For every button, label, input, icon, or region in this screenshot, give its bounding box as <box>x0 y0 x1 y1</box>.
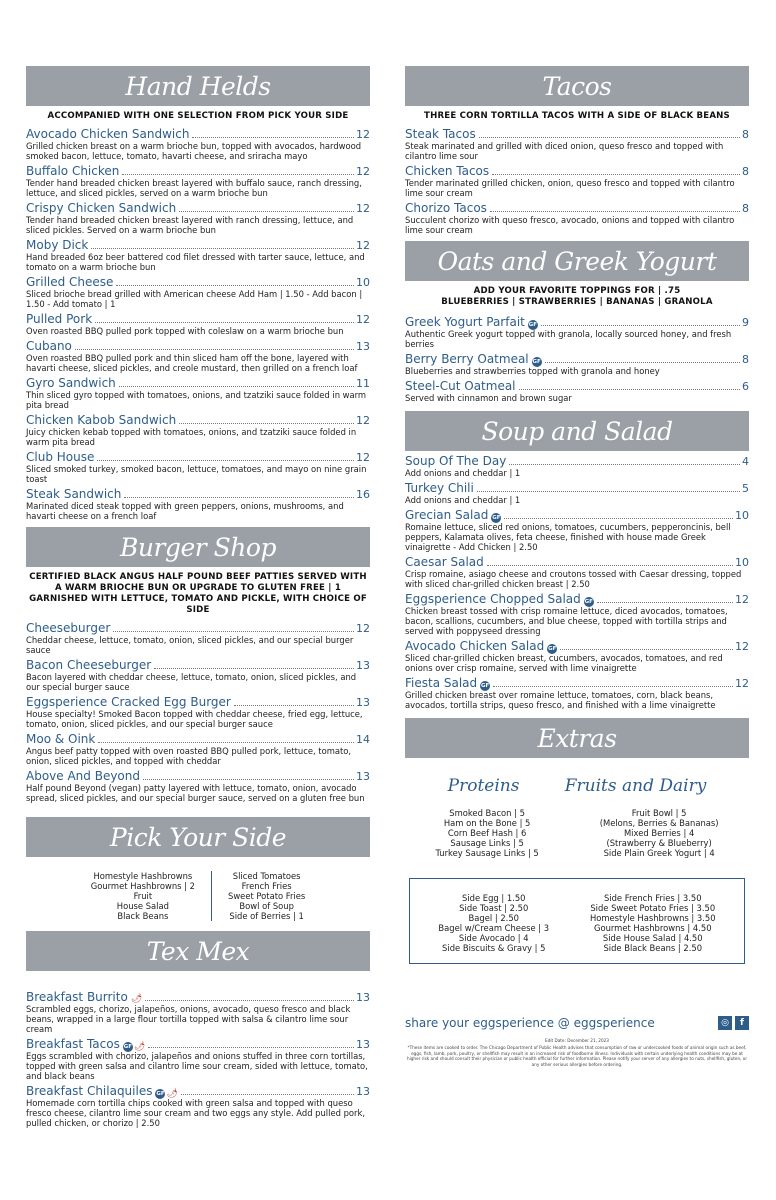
menu-item <box>405 482 749 505</box>
dot-leader <box>492 174 740 175</box>
dot-leader <box>490 211 740 212</box>
gluten-free-icon: GF <box>156 1091 165 1097</box>
menu-item-header <box>405 380 749 393</box>
menu-item-name: Crispy Chicken Sandwich <box>26 201 177 215</box>
menu-item-name: Greek Yogurt Parfait <box>405 315 525 329</box>
menu-item-name: Pulled Pork <box>26 312 93 326</box>
menu-item <box>405 509 749 552</box>
share-row <box>405 1016 749 1030</box>
dot-leader <box>560 649 733 650</box>
dot-leader <box>119 386 354 387</box>
menu-item-description: House specialty! Smoked Bacon topped with cheddar cheese, fried egg, lettuce, tomato, onion, sliced pickles, and our special burger sauce <box>26 709 363 729</box>
menu-item <box>26 622 370 655</box>
list-line: Ham on the Bone | 5 <box>443 818 531 828</box>
menu-item-header <box>26 414 370 427</box>
menu-item-description: Homemade corn tortilla chips cooked with green salsa and topped with queso fresco cheese, cilantro lime sour cream and two eggs any style. Add pulled pork, pulled chicken, or chorizo | 2.50 <box>26 1098 365 1128</box>
menu-item <box>26 733 370 766</box>
menu-item-price: 16 <box>356 488 370 501</box>
menu-item-name: Eggsperience Chopped Salad <box>405 592 581 606</box>
menu-item-price: 12 <box>356 313 370 326</box>
tacos-subhead: THREE CORN TORTILLA TACOS WITH A SIDE OF BLACK BEANS <box>424 111 730 121</box>
menu-item-price: 6 <box>742 380 749 393</box>
menu-item-name: Caesar Salad <box>405 555 484 569</box>
dot-leader <box>179 211 354 212</box>
menu-item <box>405 165 749 198</box>
menu-item-header <box>405 677 749 690</box>
dot-leader <box>95 322 354 323</box>
menu-item-price: 13 <box>356 991 370 1004</box>
dot-leader <box>98 742 354 743</box>
menu-item-description: Hand breaded 6oz beer battered cod filet dressed with tarter sauce, lettuce, and tomato on a warm brioche bun <box>26 252 365 272</box>
gluten-free-icon: GF <box>532 359 541 365</box>
menu-item-name: Grecian Salad <box>405 508 489 522</box>
list-line: Turkey Sausage Links | 5 <box>435 848 539 858</box>
dot-leader <box>509 464 740 465</box>
menu-item-description: Tender hand breaded chicken breast layered with ranch dressing, lettuce, and sliced pickles. Served on a warm brioche bun <box>26 215 354 235</box>
menu-item-header <box>26 377 370 390</box>
dot-leader <box>154 668 354 669</box>
list-line: Homestyle Hashbrowns | 3.50 <box>589 913 716 923</box>
dot-leader <box>91 248 354 249</box>
menu-item <box>26 377 370 410</box>
dot-leader <box>122 174 354 175</box>
facebook-icon[interactable]: f <box>735 1016 749 1030</box>
menu-item-price: 12 <box>356 414 370 427</box>
menu-item <box>405 455 749 478</box>
menu-item <box>26 659 370 692</box>
burger-shop-subhead: CERTIFIED BLACK ANGUS HALF POUND BEEF PATTIES SERVED WITH A WARM BRIOCHE BUN OR UPGRADE TO GLUTEN FREE | 1 GARNISHED WITH LETTUCE, TOMATO AND PICKLE, WITH CHOICE OF SIDE <box>29 572 367 615</box>
menu-item-name: Gyro Sandwich <box>26 376 116 390</box>
menu-item-description: Sliced smoked turkey, smoked bacon, lettuce, tomatoes, and mayo on nine grain toast <box>26 464 367 484</box>
menu-item-price: 13 <box>356 696 370 709</box>
dot-leader <box>179 423 354 424</box>
menu-item-name: Moby Dick <box>26 238 89 252</box>
menu-item-header <box>405 509 749 522</box>
menu-item-description: Steak marinated and grilled with diced onion, queso fresco and topped with cilantro lime sour <box>405 141 724 161</box>
menu-item-price: 10 <box>735 509 749 522</box>
menu-item-header <box>26 451 370 464</box>
list-line: Sweet Potato Fries <box>228 891 306 901</box>
menu-item-price: 5 <box>742 482 749 495</box>
social-icons <box>718 1016 749 1030</box>
list-line: (Strawberry & Blueberry) <box>606 838 712 848</box>
menu-item-header <box>405 353 749 366</box>
section-banner-tex-mex: Tex Mex <box>26 931 370 971</box>
menu-item <box>26 313 370 336</box>
dot-leader <box>545 362 740 363</box>
menu-item-price: 9 <box>742 316 749 329</box>
menu-item-name: Breakfast Chilaquiles <box>26 1084 153 1098</box>
list-line: Side Sweet Potato Fries | 3.50 <box>590 903 716 913</box>
menu-item-header <box>26 276 370 289</box>
menu-item-header <box>26 165 370 178</box>
menu-item-header <box>405 202 749 215</box>
spicy-pepper-icon: 🌶 <box>166 1089 178 1099</box>
list-line: Mixed Berries | 4 <box>623 828 695 838</box>
menu-item-price: 12 <box>735 640 749 653</box>
menu-item <box>405 353 749 376</box>
dot-leader <box>97 460 354 461</box>
left-column <box>26 66 370 1132</box>
menu-item <box>26 128 370 161</box>
menu-item-description: Crisp romaine, asiago cheese and croutons tossed with Caesar dressing, topped with sliced char-grilled chicken breast | 2.50 <box>405 569 742 589</box>
menu-item-description: Add onions and cheddar | 1 <box>405 468 521 478</box>
gluten-free-icon: GF <box>123 1044 132 1050</box>
extras-heads <box>405 776 749 796</box>
dot-leader <box>116 285 354 286</box>
dot-leader <box>113 631 354 632</box>
list-line: Homestyle Hashbrowns <box>93 871 193 881</box>
menu-item-header <box>26 313 370 326</box>
soup-salad-list <box>405 455 749 710</box>
menu-item <box>26 488 370 521</box>
hand-helds-list <box>26 128 370 521</box>
menu-item-price: 13 <box>356 770 370 783</box>
menu-item-price: 12 <box>735 677 749 690</box>
menu-item <box>405 640 749 673</box>
disclaimer: *These items are cooked to order. The Chicago Department of Public Health advises that consumption of raw or undercooked foods of animal origin such as beef, eggs, fish, lamb, pork, poultry, or shellfish may result in an increased risk of foodborne illness. Individuals with certain underlying health conditions may be at higher risk and should consult their physician or public health official for further information. Please notify your server of any allergies to nuts, shellfish, gluten, or any other serious allergies before ordering. <box>406 1045 748 1067</box>
list-line: French Fries <box>241 881 292 891</box>
menu-item-description: Tender hand breaded chicken breast layered with buffalo sauce, ranch dressing, lettuce, and sliced pickles, served on a warm brioche bun <box>26 178 362 198</box>
list-line: Smoked Bacon | 5 <box>449 808 525 818</box>
menu-item-header <box>26 733 370 746</box>
menu-item-description: Marinated diced steak topped with green peppers, onions, mushrooms, and havarti cheese on a french loaf <box>26 501 344 521</box>
menu-item <box>405 128 749 161</box>
extras-box-left <box>438 893 549 953</box>
menu-item-description: Grilled chicken breast on a warm brioche bun, topped with avocados, hardwood smoked bacon, lettuce, tomato, havarti cheese, and sriracha mayo <box>26 141 362 161</box>
gluten-free-icon: GF <box>481 683 490 689</box>
dot-leader <box>479 137 740 138</box>
list-line: Bowl of Soup <box>239 901 294 911</box>
menu-item <box>405 316 749 349</box>
menu-item <box>405 380 749 403</box>
spicy-pepper-icon: 🌶 <box>130 994 143 1004</box>
right-column <box>405 66 749 1067</box>
sides-right <box>212 871 321 921</box>
menu-item-header <box>405 165 749 178</box>
menu-item-price: 13 <box>356 1038 370 1051</box>
list-line: Side Black Beans | 2.50 <box>603 943 703 953</box>
dot-leader <box>487 565 733 566</box>
list-line: Bagel | 2.50 <box>468 913 519 923</box>
menu-item-header <box>26 622 370 635</box>
list-line: Side Avocado | 4 <box>458 933 529 943</box>
menu-item-name: Cubano <box>26 339 72 353</box>
tacos-list <box>405 128 749 235</box>
menu-item-name: Cheeseburger <box>26 621 111 635</box>
gluten-free-icon: GF <box>548 646 557 652</box>
menu-item-name: Chicken Kabob Sandwich <box>26 413 177 427</box>
menu-item-header <box>26 239 370 252</box>
list-line: Corn Beef Hash | 6 <box>447 828 527 838</box>
tex-mex-list <box>26 991 370 1128</box>
oats-subhead-toppings: ADD YOUR FAVORITE TOPPINGS FOR | .75 <box>473 286 681 296</box>
list-line: Gourmet Hashbrowns | 4.50 <box>593 923 712 933</box>
menu-item-header <box>26 128 370 141</box>
menu-item <box>26 239 370 272</box>
menu-item-name: Breakfast Burrito <box>26 990 128 1004</box>
dot-leader <box>519 389 740 390</box>
dot-leader <box>124 497 354 498</box>
dot-leader <box>504 518 733 519</box>
list-line: Side Plain Greek Yogurt | 4 <box>603 848 715 858</box>
dot-leader <box>234 705 354 706</box>
menu-item-header <box>405 128 749 141</box>
dot-leader <box>541 325 740 326</box>
section-banner-tacos: Tacos <box>405 66 749 106</box>
menu-item-description: Angus beef patty topped with oven roasted BBQ pulled pork, lettuce, tomato, onion, sliced pickles, and topped with cheddar <box>26 746 352 766</box>
list-line: Side Biscuits & Gravy | 5 <box>442 943 546 953</box>
menu-item <box>405 556 749 589</box>
sides-left <box>75 871 212 921</box>
list-line: Side French Fries | 3.50 <box>603 893 702 903</box>
menu-item-badges <box>131 994 142 1004</box>
menu-item <box>26 414 370 447</box>
menu-item <box>26 340 370 373</box>
dot-leader <box>192 137 354 138</box>
menu-item-price: 10 <box>356 276 370 289</box>
menu-item-name: Moo & Oink <box>26 732 96 746</box>
dot-leader <box>493 686 733 687</box>
menu-item-price: 8 <box>742 165 749 178</box>
menu-item-description: Served with cinnamon and brown sugar <box>405 393 572 403</box>
menu-item-price: 10 <box>735 556 749 569</box>
menu-item <box>405 677 749 710</box>
menu-item-price: 8 <box>742 202 749 215</box>
list-line: Side Egg | 1.50 <box>462 893 526 903</box>
list-line: Side House Salad | 4.50 <box>602 933 703 943</box>
dot-leader <box>143 779 354 780</box>
list-line: Sausage Links | 5 <box>450 838 524 848</box>
list-line: Side of Berries | 1 <box>229 911 304 921</box>
menu-item-name: Turkey Chili <box>405 481 474 495</box>
menu-item-description: Blueberries and strawberries topped with granola and honey <box>405 366 660 376</box>
share-text: share your eggsperience @ eggsperience <box>405 1016 655 1030</box>
menu-item-description: Bacon layered with cheddar cheese, lettuce, tomato, onion, sliced pickles, and our special burger sauce <box>26 672 357 692</box>
menu-item-price: 12 <box>356 622 370 635</box>
menu-item-description: Authentic Greek yogurt topped with granola, locally sourced honey, and fresh berries <box>405 329 732 349</box>
menu-item-price: 12 <box>356 165 370 178</box>
extras-box-right <box>590 893 716 953</box>
list-line: Gourmet Hashbrowns | 2 <box>90 881 195 891</box>
list-line: Fruit <box>133 891 153 901</box>
menu-item-description: Romaine lettuce, sliced red onions, tomatoes, cucumbers, pepperoncinis, bell peppers, Kalamata olives, feta cheese, finished with house made Greek vinaigrette - Add Chicken | 2.50 <box>405 522 731 552</box>
menu-item <box>26 276 370 309</box>
oats-list <box>405 316 749 403</box>
menu-item-price: 14 <box>356 733 370 746</box>
menu-item-description: Sliced char-grilled chicken breast, cucumbers, avocados, tomatoes, and red onions over crisp romaine, served with lime vinaigrette <box>405 653 723 673</box>
oats-subhead <box>405 286 749 308</box>
menu-item-price: 12 <box>356 202 370 215</box>
menu-item-price: 12 <box>735 593 749 606</box>
menu-item-header <box>26 770 370 783</box>
menu-item <box>26 696 370 729</box>
sides-columns <box>26 871 370 921</box>
menu-item-description: Succulent chorizo with queso fresco, avocado, onions and topped with cilantro lime sour cream <box>405 215 735 235</box>
extras-top-lists <box>405 808 749 858</box>
menu-item-name: Chicken Tacos <box>405 164 490 178</box>
menu-item-header <box>26 488 370 501</box>
menu-item-price: 11 <box>356 377 370 390</box>
menu-item <box>26 991 370 1034</box>
gluten-free-icon: GF <box>584 599 593 605</box>
menu-item-name: Above And Beyond <box>26 769 140 783</box>
menu-item-name: Grilled Cheese <box>26 275 114 289</box>
menu-item-price: 4 <box>742 455 749 468</box>
menu-item-header <box>26 991 370 1004</box>
menu-item-price: 13 <box>356 1085 370 1098</box>
menu-item-name: Steak Sandwich <box>26 487 122 501</box>
menu-item-header <box>26 696 370 709</box>
menu-item-name: Chorizo Tacos <box>405 201 487 215</box>
spicy-pepper-icon: 🌶 <box>133 1042 146 1052</box>
menu-item-description: Add onions and cheddar | 1 <box>405 495 521 505</box>
menu-item-description: Sliced brioche bread grilled with American cheese Add Ham | 1.50 - Add bacon | 1.50 - Add tomato | 1 <box>26 289 363 309</box>
menu-item-name: Steel-Cut Oatmeal <box>405 379 516 393</box>
list-line: Sliced Tomatoes <box>232 871 301 881</box>
menu-item-header <box>405 556 749 569</box>
section-banner-oats: Oats and Greek Yogurt <box>405 241 749 281</box>
menu-item-name: Club House <box>26 450 95 464</box>
menu-item-price: 12 <box>356 128 370 141</box>
menu-item-price: 12 <box>356 451 370 464</box>
gluten-free-icon: GF <box>528 322 537 328</box>
menu-item-description: Scrambled eggs, chorizo, jalapeños, onions, avocado, queso fresco and black beans, wrapped in a large flour tortilla topped with salsa & cilantro lime sour cream <box>26 1004 351 1034</box>
gluten-free-icon: GF <box>492 515 501 521</box>
section-banner-extras: Extras <box>405 718 749 758</box>
proteins-heading: Proteins <box>447 776 520 796</box>
fruits-heading: Fruits and Dairy <box>564 776 707 796</box>
menu-item-name: Steak Tacos <box>405 127 476 141</box>
menu-item-header <box>405 593 749 606</box>
menu-item <box>26 165 370 198</box>
menu-item-name: Berry Berry Oatmeal <box>405 352 529 366</box>
menu-item-name: Soup Of The Day <box>405 454 507 468</box>
menu-item-description: Juicy chicken kebab topped with tomatoes, onions, and tzatziki sauce folded in warm pita bread <box>26 427 357 447</box>
section-banner-soup-salad: Soup and Salad <box>405 411 749 451</box>
dot-leader <box>145 1000 354 1001</box>
list-line: Side Toast | 2.50 <box>459 903 529 913</box>
menu-item-name: Bacon Cheeseburger <box>26 658 152 672</box>
menu-item <box>26 451 370 484</box>
menu-item <box>405 593 749 636</box>
menu-item-description: Oven roasted BBQ pulled pork and thin sliced ham off the bone, layered with havarti cheese, sliced pickles, and creole mustard, then grilled on a french loaf <box>26 353 358 373</box>
extras-box <box>409 878 745 964</box>
menu-item-description: Tender marinated grilled chicken, onion, queso fresco and topped with cilantro lime sour cream <box>405 178 735 198</box>
menu-item-name: Buffalo Chicken <box>26 164 120 178</box>
dot-leader <box>597 602 733 603</box>
menu-item-description: Chicken breast tossed with crisp romaine lettuce, diced avocados, tomatoes, bacon, scallions, cucumbers, and blue cheese, topped with tortilla strips and served with poppyseed dressing <box>405 606 728 636</box>
menu-item-header <box>26 202 370 215</box>
menu-item-description: Thin sliced gyro topped with tomatoes, onions, and tzatziki sauce folded in warm pita bread <box>26 390 367 410</box>
menu-item-price: 8 <box>742 128 749 141</box>
menu-item <box>26 1085 370 1128</box>
list-line: Bagel w/Cream Cheese | 3 <box>438 923 550 933</box>
list-line: (Melons, Berries & Bananas) <box>599 818 719 828</box>
menu-item-header <box>26 1085 370 1098</box>
dot-leader <box>148 1047 354 1048</box>
menu-item-description: Eggs scrambled with chorizo, jalapeños and onions stuffed in three corn tortillas, topped with green salsa and cilantro lime sour cream, sided with lettuce, tomato, and black beans <box>26 1051 368 1081</box>
menu-item-header <box>405 482 749 495</box>
dot-leader <box>75 349 354 350</box>
menu-item <box>26 770 370 803</box>
menu-item-name: Eggsperience Cracked Egg Burger <box>26 695 231 709</box>
dot-leader <box>181 1094 354 1095</box>
menu-item <box>26 202 370 235</box>
instagram-icon[interactable]: ◎ <box>718 1016 732 1030</box>
menu-item-description: Grilled chicken breast over romaine lettuce, tomatoes, corn, black beans, avocados, tortilla strips, queso fresco, and finished with a lime vinaigrette <box>405 690 716 710</box>
menu-item-header <box>405 640 749 653</box>
menu-item-price: 8 <box>742 353 749 366</box>
menu-item-price: 13 <box>356 340 370 353</box>
list-line: Black Beans <box>117 911 169 921</box>
oats-subhead-list: BLUEBERRIES | STRAWBERRIES | BANANAS | GRANOLA <box>441 297 713 307</box>
menu-item-header <box>405 455 749 468</box>
menu-item-description: Half pound Beyond (vegan) patty layered with lettuce, tomato, onion, avocado spread, sliced pickles, and our special burger sauce, served on a gluten free bun <box>26 783 365 803</box>
edit-date: Edit Date: December 21, 2023 <box>545 1038 609 1043</box>
menu-item-price: 12 <box>356 239 370 252</box>
menu-item-header <box>405 316 749 329</box>
menu-item-name: Breakfast Tacos <box>26 1037 120 1051</box>
burger-shop-list <box>26 622 370 803</box>
menu-item-name: Avocado Chicken Sandwich <box>26 127 190 141</box>
section-banner-pick-your-side: Pick Your Side <box>26 817 370 857</box>
section-banner-burger-shop: Burger Shop <box>26 527 370 567</box>
menu-item-name: Fiesta Salad <box>405 676 478 690</box>
menu-item-name: Avocado Chicken Salad <box>405 639 545 653</box>
menu-item-price: 13 <box>356 659 370 672</box>
menu-item-description: Oven roasted BBQ pulled pork topped with coleslaw on a warm brioche bun <box>26 326 344 336</box>
menu-item <box>405 202 749 235</box>
fruits-list <box>600 808 719 858</box>
section-banner-hand-helds: Hand Helds <box>26 66 370 106</box>
list-line: Fruit Bowl | 5 <box>631 808 687 818</box>
menu-item-header <box>26 1038 370 1051</box>
hand-helds-subhead: ACCOMPANIED WITH ONE SELECTION FROM PICK YOUR SIDE <box>47 111 349 121</box>
proteins-list <box>435 808 538 858</box>
menu-item <box>26 1038 370 1081</box>
menu-item-header <box>26 659 370 672</box>
menu-item-header <box>26 340 370 353</box>
menu-item-description: Cheddar cheese, lettuce, tomato, onion, sliced pickles, and our special burger sauce <box>26 635 354 655</box>
dot-leader <box>477 491 740 492</box>
list-line: House Salad <box>116 901 169 911</box>
